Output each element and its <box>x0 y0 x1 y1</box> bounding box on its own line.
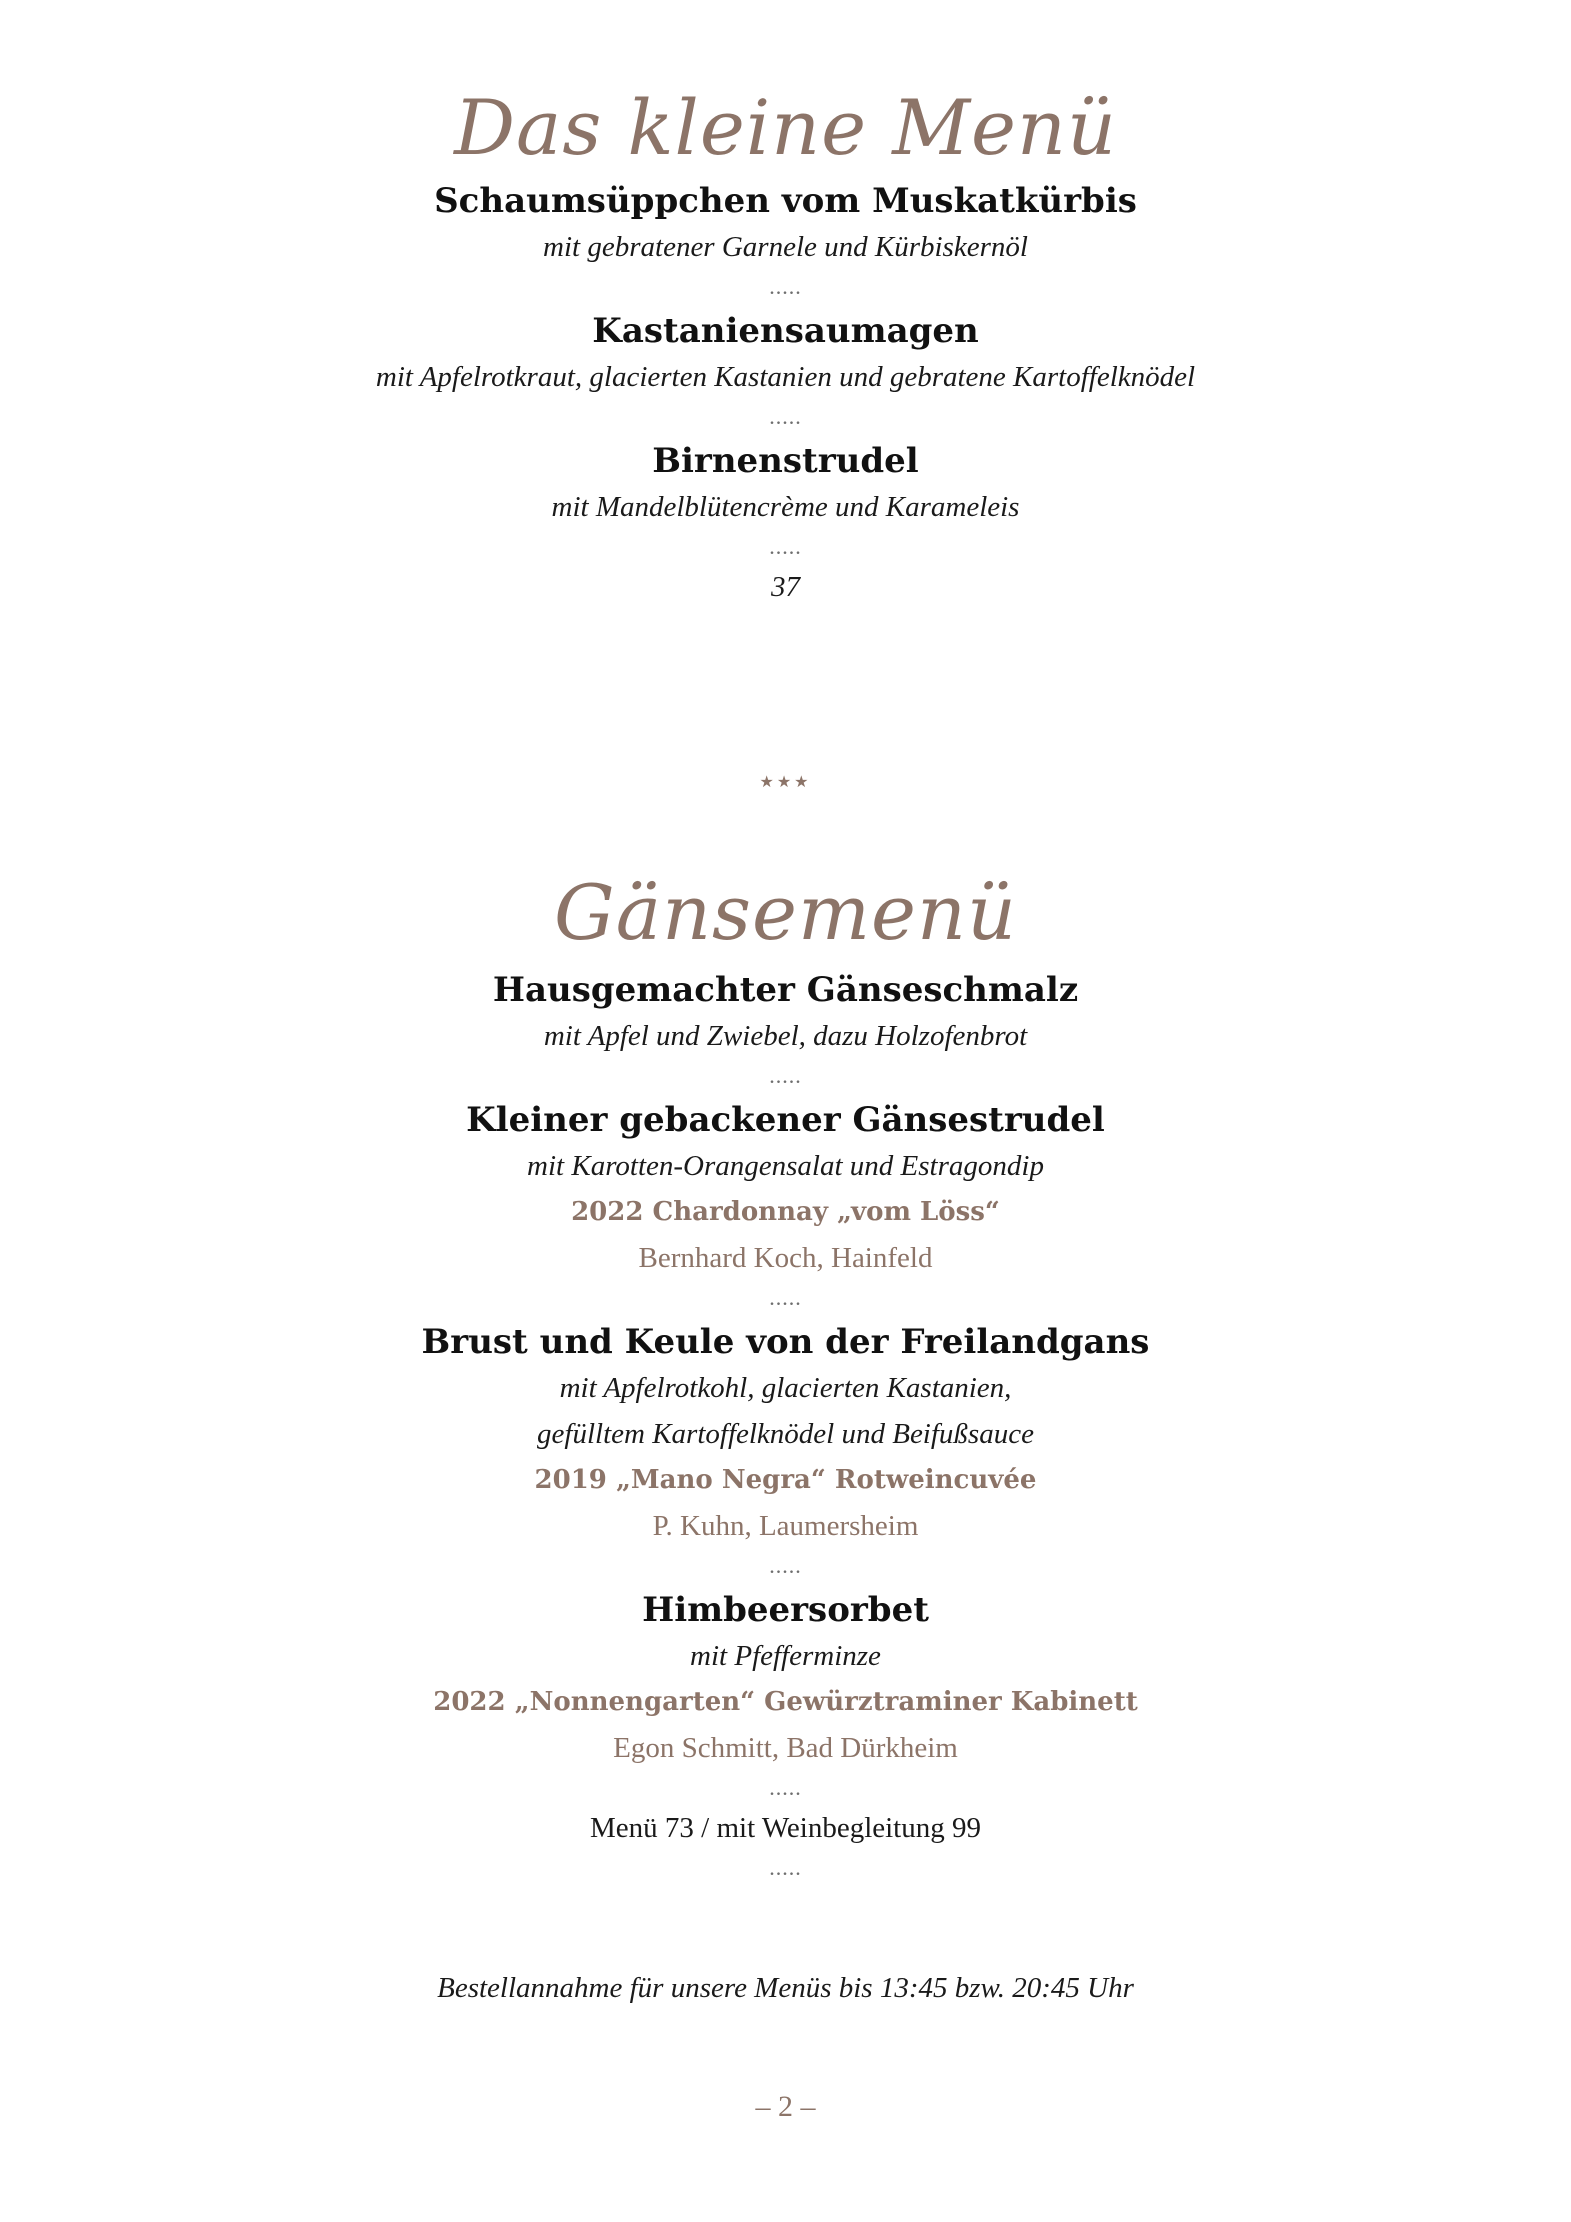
course-name: Himbeersorbet <box>642 1590 929 1630</box>
course-description: gefülltem Kartoffelknödel und Beifußsauce <box>537 1418 1034 1450</box>
wine-name: 2022 „Nonnengarten“ Gewürztraminer Kabinett <box>433 1687 1138 1717</box>
order-note: Bestellannahme für unsere Menüs bis 13:45 bzw. 20:45 Uhr <box>437 1972 1134 2004</box>
goose-menu-title: Gänsemenü <box>554 868 1017 957</box>
divider: ..... <box>769 1855 802 1880</box>
course-name: Schaumsüppchen vom Muskatkürbis <box>434 181 1137 221</box>
wine-name: 2019 „Mano Negra“ Rotweincuvée <box>534 1465 1037 1495</box>
wine-producer: Egon Schmitt, Bad Dürkheim <box>613 1732 958 1764</box>
course-description: mit Karotten-Orangensalat und Estragondip <box>527 1150 1044 1182</box>
small-menu-section <box>0 83 1571 610</box>
page-number: – 2 – <box>755 2090 816 2123</box>
course-description: mit gebratener Garnele und Kürbiskernöl <box>543 231 1028 263</box>
course-description: mit Pfefferminze <box>690 1640 881 1672</box>
wine-producer: P. Kuhn, Laumersheim <box>652 1510 919 1542</box>
course-name: Brust und Keule von der Freilandgans <box>421 1322 1150 1362</box>
course-name: Kleiner gebackener Gänsestrudel <box>466 1100 1105 1140</box>
divider: ..... <box>769 1775 802 1800</box>
course-name: Kastaniensaumagen <box>592 311 979 351</box>
divider: ..... <box>769 1285 802 1310</box>
goose-menu-price: Menü 73 / mit Weinbegleitung 99 <box>589 1812 981 1844</box>
small-menu-title: Das kleine Menü <box>454 83 1117 172</box>
goose-menu-section <box>0 868 1571 1885</box>
divider: ..... <box>769 534 802 559</box>
section-separator: ★★★ <box>759 772 812 791</box>
small-menu-price: 37 <box>771 571 800 603</box>
course-description: mit Apfelrotkraut, glacierten Kastanien und gebratene Kartoffelknödel <box>375 361 1196 393</box>
divider: ..... <box>769 1553 802 1578</box>
course-description: mit Mandelblütencrème und Karameleis <box>551 491 1020 523</box>
course-name: Hausgemachter Gänseschmalz <box>492 970 1079 1010</box>
divider: ..... <box>769 1063 802 1088</box>
course-description: mit Apfel und Zwiebel, dazu Holzofenbrot <box>543 1020 1028 1052</box>
wine-producer: Bernhard Koch, Hainfeld <box>638 1242 933 1274</box>
wine-name: 2022 Chardonnay „vom Löss“ <box>571 1197 1000 1227</box>
course-name: Birnenstrudel <box>652 441 919 481</box>
divider: ..... <box>769 404 802 429</box>
course-description: mit Apfelrotkohl, glacierten Kastanien, <box>559 1372 1012 1404</box>
divider: ..... <box>769 274 802 299</box>
